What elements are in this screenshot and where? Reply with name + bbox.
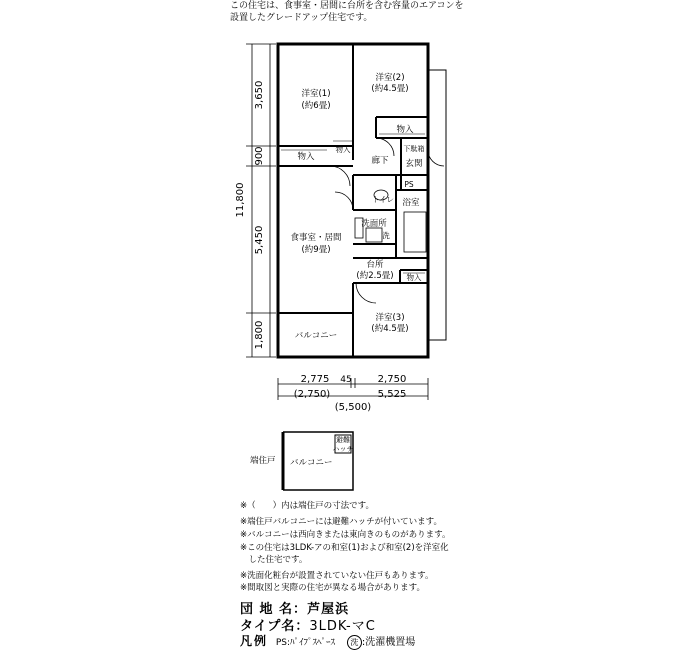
hallway-label: 廊下 [371, 156, 389, 166]
dim-h1-end: (2,750) [293, 389, 331, 400]
note-2: ※端住戸バルコニーには避難ハッチが付いています。 [240, 517, 442, 527]
note-5: した住宅です。 [240, 555, 308, 565]
western3-name: 洋室(3) [375, 313, 405, 323]
storage-label-2: 物入 [297, 152, 315, 162]
washroom-label: 洗面所 [361, 219, 387, 229]
toilet-label: トイレ [371, 195, 395, 204]
legend-wash: :洗濯機置場 [361, 637, 416, 648]
storage-label-4: 物入 [406, 273, 422, 282]
kitchen-name: 台所 [366, 260, 384, 270]
end-unit-balcony-label: バルコニー [290, 458, 333, 468]
washer-icon: 洗 [347, 635, 362, 650]
dim-h-gap: 45 [340, 375, 352, 385]
dim-h1: 2,775 [300, 374, 330, 385]
intro-line-1: この住宅は、食事室・居間に台所を含む容量のエアコンを [230, 1, 464, 11]
note-7: ※間取図と実際の住宅が異なる場合があります。 [240, 583, 425, 593]
note-3: ※バルコニーは西向きまたは東向きのものがあります。 [240, 530, 451, 540]
note-1: ※（ ）内は端住戸の寸法です。 [240, 501, 374, 511]
storage-label-1: 物入 [396, 125, 414, 135]
complex-label: 団 地 名： [240, 602, 308, 617]
dim-h-total: 5,525 [377, 389, 407, 400]
western1-size: (約6畳) [301, 101, 331, 111]
dining-name: 食事室・居間 [290, 233, 342, 243]
balcony-label: バルコニー [294, 331, 338, 341]
dim-v2: 900 [254, 146, 265, 166]
dim-h-total-end: (5,500) [334, 402, 372, 413]
dim-v-total: 11,800 [235, 182, 246, 218]
end-unit-label: 端住戸 [250, 456, 276, 466]
legend-ps: PS:ﾊﾟｲﾌﾟｽﾍﾟｰｽ [275, 638, 336, 648]
washer-mark: 洗 [382, 231, 390, 240]
western3-size: (約4.5畳) [371, 324, 409, 334]
note-6: ※洗面化粧台が設置されていない住戸もあります。 [240, 571, 434, 581]
dim-v1: 3,650 [254, 80, 265, 110]
legend-label: 凡例 [240, 634, 269, 648]
complex-value: 芦屋浜 [307, 602, 350, 617]
dim-v4: 1,800 [254, 320, 265, 350]
note-4: ※この住宅は3LDK-アの和室(1)および和室(2)を洋室化 [240, 543, 449, 553]
legend-row [240, 632, 415, 650]
entrance-label: 玄関 [405, 159, 423, 169]
type-label: タイプ名： [240, 619, 310, 634]
ps-label: PS [404, 180, 414, 189]
dining-size: (約9畳) [301, 245, 331, 255]
shoe-box-label: 下駄箱 [403, 145, 425, 153]
dim-h2: 2,750 [377, 374, 407, 385]
western1-name: 洋室(1) [301, 89, 331, 99]
kitchen-size: (約2.5畳) [356, 271, 394, 281]
hatch-line-1: 避難 [336, 436, 350, 444]
dim-v3: 5,450 [254, 225, 265, 255]
intro-line-2: 設置したグレードアップ住宅です。 [230, 13, 373, 23]
storage-label-3: 物入 [335, 145, 351, 154]
western2-size: (約4.5畳) [371, 84, 409, 94]
side-balcony [428, 70, 446, 340]
hatch-line-2: ハッチ [332, 445, 354, 453]
type-value: 3LDK-マC [309, 619, 376, 634]
bathroom-label: 浴室 [402, 198, 420, 208]
western2-name: 洋室(2) [375, 73, 405, 83]
